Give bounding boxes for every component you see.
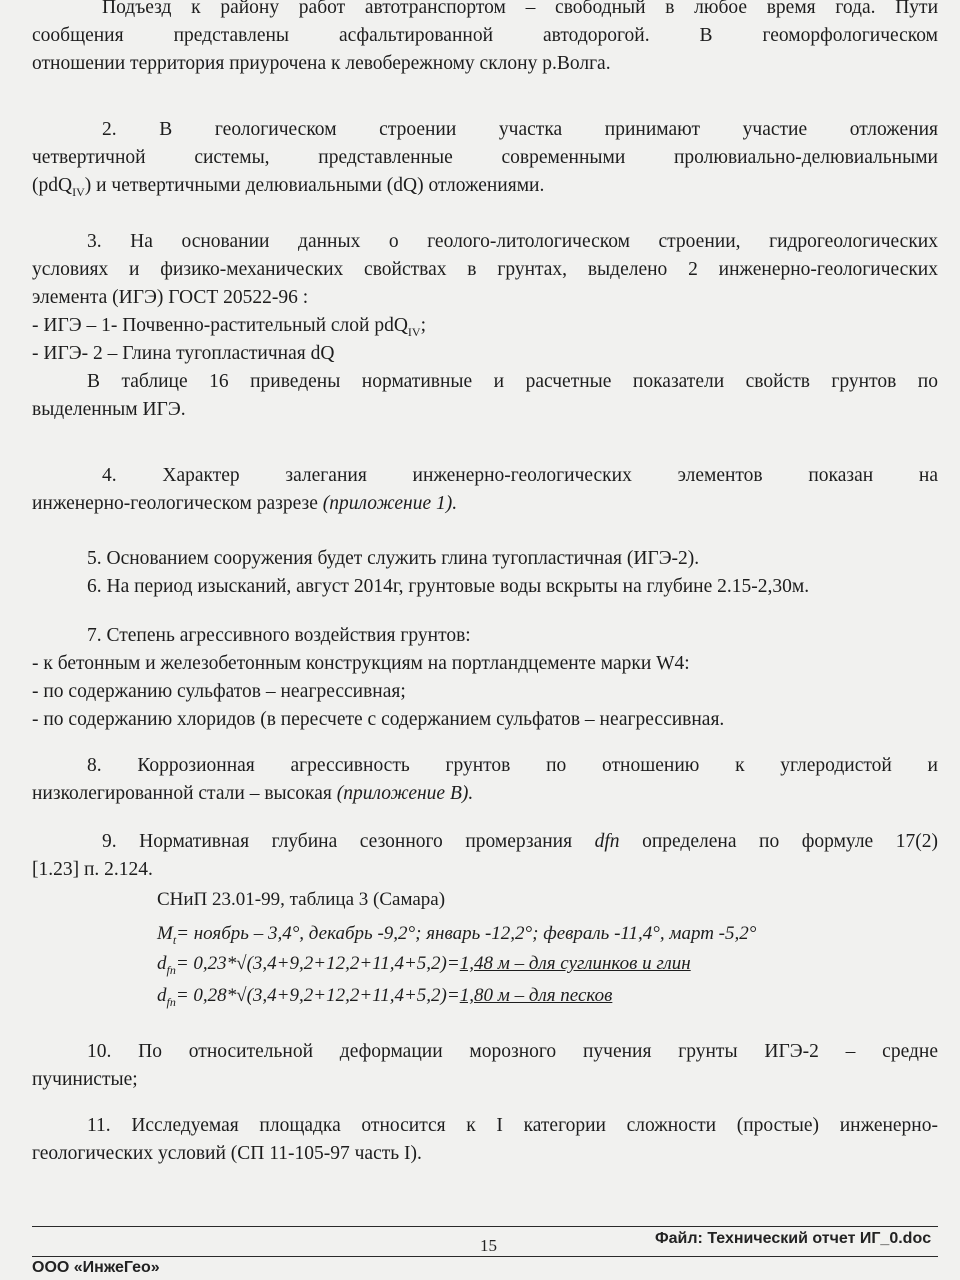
item-10-paragraph (32, 1038, 938, 1094)
footer-company: ООО «ИнжеГео» (32, 1259, 160, 1276)
text-line: геологических условий (СП 11-105-97 часть I). (32, 1143, 422, 1164)
page-number: 15 (480, 1236, 497, 1255)
item-3-paragraph (32, 228, 938, 424)
text-line: низколегированной стали – высокая (приложение В). (32, 783, 474, 804)
text-line: - к бетонным и железобетонным конструкциям на портландцементе марки W4: (32, 653, 690, 674)
item-6-line: 6. На период изысканий, август 2014г, грунтовые воды вскрыты на глубине 2.15-2,30м. (87, 576, 810, 597)
text-line: элемента (ИГЭ) ГОСТ 20522-96 : (32, 287, 309, 308)
footer-bottom-divider (32, 1256, 938, 1257)
text-line: сообщения представлены асфальтированной автодорогой. В геоморфологическом (32, 25, 938, 46)
item-11-paragraph (32, 1112, 938, 1168)
text-line: пучинистые; (32, 1069, 138, 1090)
item-7-paragraph (32, 622, 938, 734)
footer-file-name: Файл: Технический отчет ИГ_0.doc (655, 1230, 932, 1247)
snip-reference: СНиП 23.01-99, таблица 3 (Самара) (157, 889, 446, 910)
text-line: (pdQ$_{IV}$) и четвертичными делювиальными (dQ) отложениями. (32, 175, 545, 199)
text-line: 4. Характер залегания инженерно-геологических элементов показан на (102, 465, 938, 486)
text-line: - по содержанию сульфатов – неагрессивная; (32, 681, 406, 702)
item-2-paragraph (32, 116, 938, 200)
item-9-paragraph (32, 828, 938, 884)
text-line: Подъезд к району работ автотранспортом – свободный в любое время года. Пути (102, 0, 938, 18)
text-line: выделенным ИГЭ. (32, 399, 186, 420)
text-line: условиях и физико-механических свойствах в грунтах, выделено 2 инженерно-геологических (32, 259, 938, 280)
dfn-formula-clay: $d_{fn}= 0,23*√(3,4+9,2+12,2+11,4+5,2)=1,48$ м – для суглинков и глин (157, 953, 691, 977)
text-line: [1.23] п. 2.124. (32, 859, 153, 880)
ige-1-line: - ИГЭ – 1- Почвенно-растительный слой pdQ$_{IV}$; (32, 315, 427, 339)
mt-formula: $M_t=$ ноябрь – 3,4°, декабрь -9,2°; январь -12,2°; февраль -11,4°, март -5,2° (157, 923, 757, 947)
text-line: 10. По относительной деформации морозного пучения грунты ИГЭ-2 – средне (87, 1041, 938, 1062)
text-line: 2. В геологическом строении участка принимают участие отложения (102, 119, 938, 140)
footer-divider (32, 1226, 938, 1227)
text-line: 9. Нормативная глубина сезонного промерзания dfn определена по формуле 17(2) (102, 831, 938, 852)
item-5-line: 5. Основанием сооружения будет служить глина тугопластичная (ИГЭ-2). (87, 548, 700, 569)
text-line: 11. Исследуемая площадка относится к I категории сложности (простые) инженерно- (87, 1115, 938, 1136)
items-5-6 (32, 545, 938, 601)
text-line: 7. Степень агрессивного воздействия грунтов: (87, 625, 471, 646)
text-line: инженерно-геологическом разрезе (приложение 1). (32, 493, 458, 514)
text-line: 8. Коррозионная агрессивность грунтов по отношению к углеродистой и (87, 755, 938, 776)
text-line: В таблице 16 приведены нормативные и расчетные показатели свойств грунтов по (87, 371, 938, 392)
ige-2-line: - ИГЭ- 2 – Глина тугопластичная dQ (32, 343, 335, 364)
text-line: - по содержанию хлоридов (в пересчете с содержанием сульфатов – неагрессивная. (32, 709, 725, 730)
item-4-paragraph (32, 462, 938, 518)
intro-paragraph (32, 0, 938, 78)
item-8-paragraph (32, 752, 938, 808)
text-line: 3. На основании данных о геолого-литологическом строении, гидрогеологических (87, 231, 938, 252)
text-line: четвертичной системы, представленные современными пролювиально-делювиальными (32, 147, 938, 168)
text-line: отношении территория приурочена к левобережному склону р.Волга. (32, 53, 611, 74)
dfn-formula-sand: $d_{fn}= 0,28*√(3,4+9,2+12,2+11,4+5,2)=1,80$ м – для песков (157, 985, 613, 1009)
